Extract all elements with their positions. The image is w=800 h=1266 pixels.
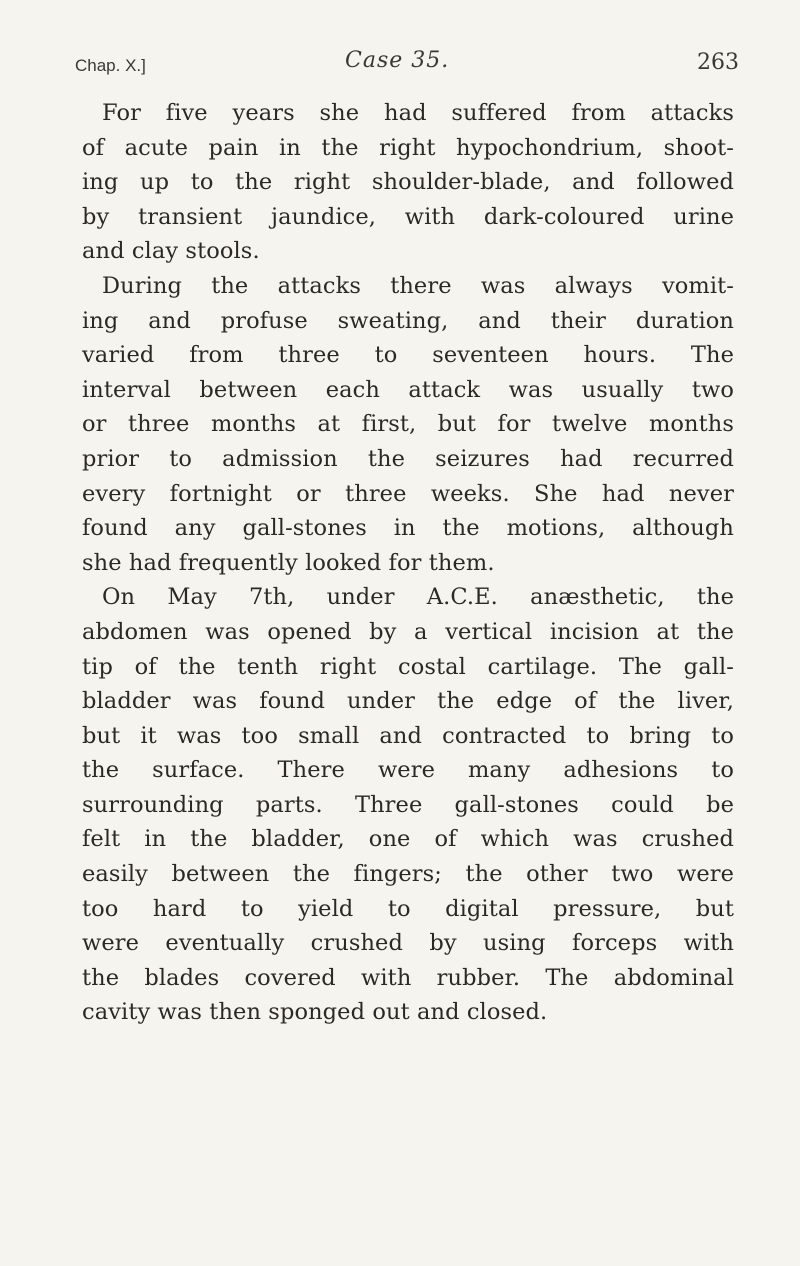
paragraph [82,580,734,1030]
text-line: ing up to the right shoulder-blade, and followed [82,169,734,196]
text-line: too hard to yield to digital pressure, but [82,895,734,922]
text-line: prior to admission the seizures had recurred [82,445,734,472]
text-line: felt in the bladder, one of which was crushed [82,826,734,853]
text-line: but it was too small and contracted to bring to [82,722,734,749]
body-text [82,96,734,1030]
text-line: the surface. There were many adhesions to [82,757,734,784]
text-line: or three months at first, but for twelve months [82,411,734,438]
running-head [75,44,739,84]
text-line: varied from three to seventeen hours. The [82,342,734,369]
text-line: found any gall-stones in the motions, although [82,515,734,542]
text-line: abdomen was opened by a vertical incision at the [82,618,734,645]
paragraph [82,269,734,580]
text-line: by transient jaundice, with dark-coloured urine [82,203,734,230]
case-title: Case 35. [345,48,450,73]
chapter-label: Chap. X.] [75,56,146,75]
text-line: were eventually crushed by using forceps with [82,930,734,957]
text-line: surrounding parts. Three gall-stones could be [82,791,734,818]
text-line: On May 7th, under A.C.E. anæsthetic, the [102,584,734,611]
paragraph [82,96,734,269]
text-line: bladder was found under the edge of the liver, [82,688,734,715]
page-number: 263 [697,50,739,75]
text-line: easily between the fingers; the other two were [82,861,734,888]
text-line: For five years she had suffered from attacks [102,100,734,126]
text-line: of acute pain in the right hypochondrium, shoot- [82,134,734,161]
text-line: tip of the tenth right costal cartilage. The gall- [82,653,734,680]
text-line: interval between each attack was usually two [82,376,734,403]
text-line: cavity was then sponged out and closed. [82,999,548,1026]
text-line: she had frequently looked for them. [82,549,495,576]
text-line: During the attacks there was always vomit- [102,272,734,299]
text-line: the blades covered with rubber. The abdominal [82,964,734,991]
text-line: every fortnight or three weeks. She had never [82,480,734,507]
text-line: ing and profuse sweating, and their duration [82,307,734,334]
text-line: and clay stools. [82,238,260,265]
